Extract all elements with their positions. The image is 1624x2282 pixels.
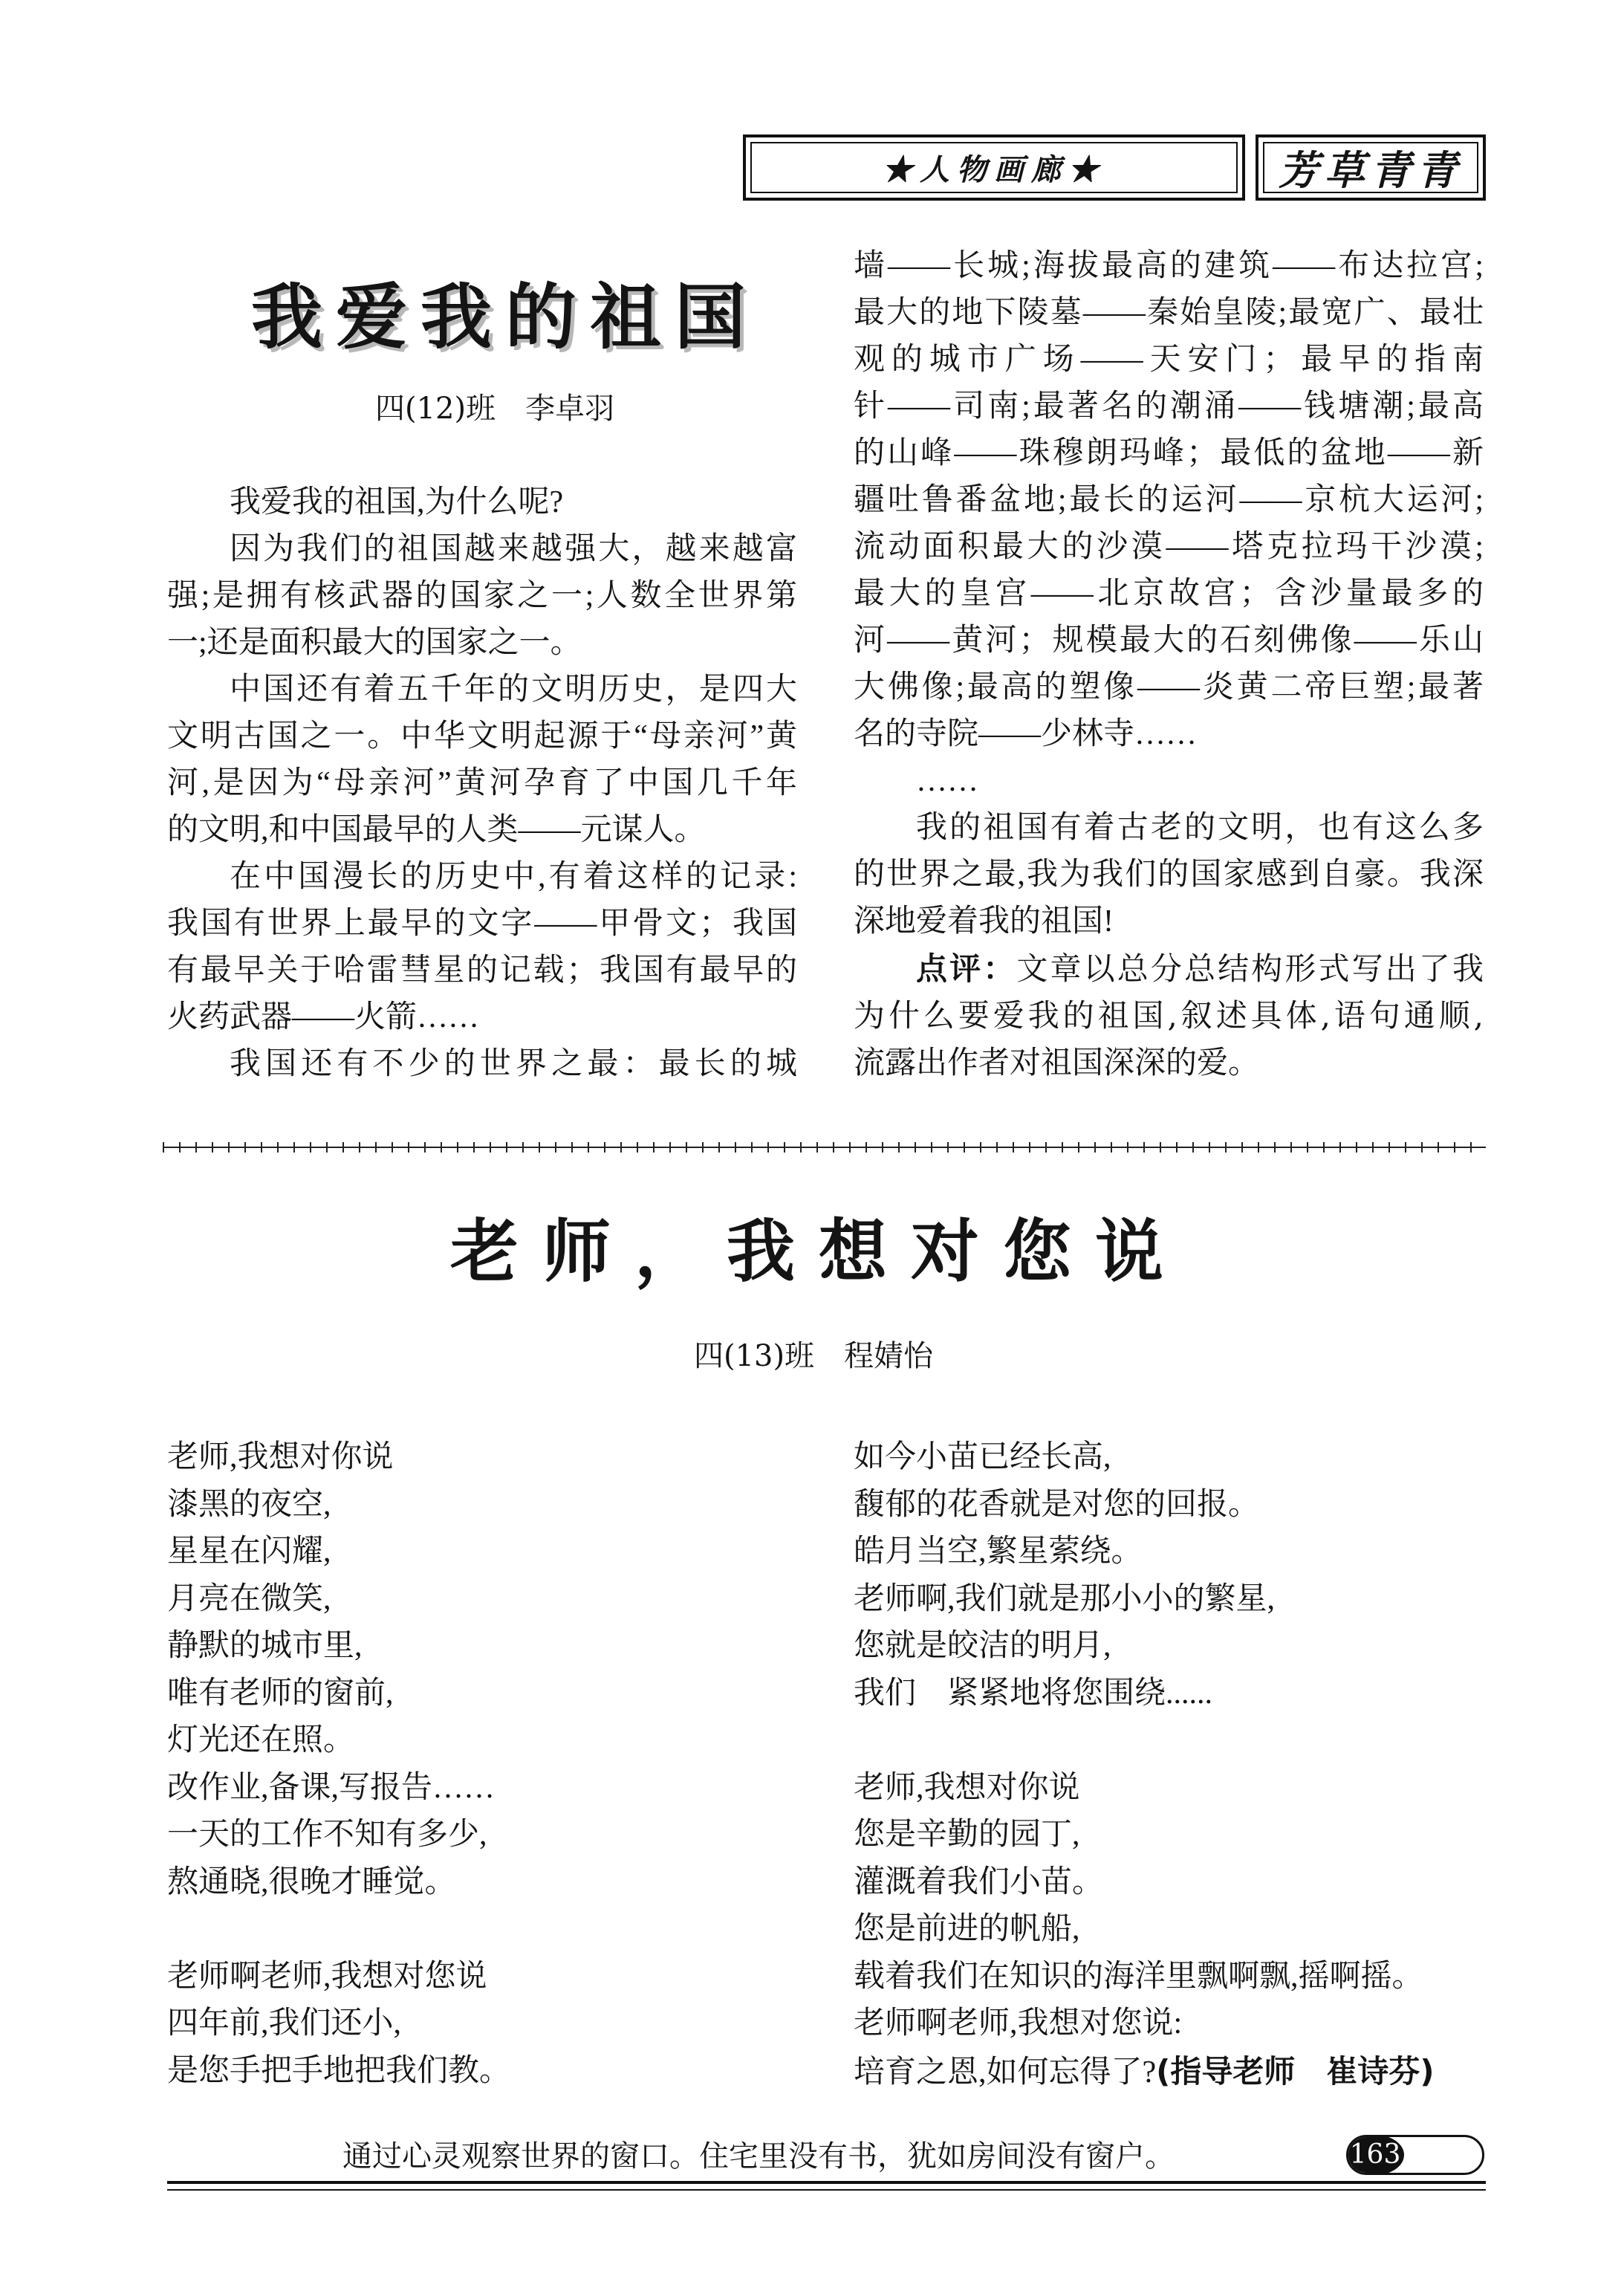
text-line: 我国还有不少的世界之最：最长的城 <box>230 1047 797 1081</box>
section-label-box <box>743 134 1245 201</box>
text-line: 的文明,和中国最早的人类——元谋人。 <box>167 813 706 847</box>
poem-line: 灯光还在照。 <box>167 1723 355 1757</box>
text-line: 流动面积最大的沙漠——塔克拉玛干沙漠; <box>854 530 1484 564</box>
poem-line: 您是辛勤的园丁, <box>854 1818 1080 1852</box>
text-line: 我国有世界上最早的文字——甲骨文；我国 <box>167 907 797 941</box>
text-line: 我爱我的祖国,为什么呢? <box>230 485 564 519</box>
poem-line <box>854 2048 1484 2095</box>
text-line: 中国还有着五千年的文明历史，是四大 <box>230 672 797 707</box>
text-line: 最大的皇宫——北京故宫；含沙量最多的 <box>854 577 1484 611</box>
text-line: 文明古国之一。中华文明起源于“母亲河”黄 <box>167 719 797 753</box>
text-line: 疆吐鲁番盆地;最长的运河——京杭大运河; <box>854 483 1484 517</box>
text-line: 的世界之最,我为我们的国家感到自豪。我深 <box>854 858 1484 892</box>
comment-line: 流露出作者对祖国深深的爱。 <box>854 1044 1260 1080</box>
section-label: ★人物画廊★ <box>883 152 1105 187</box>
comment-line <box>854 945 1484 992</box>
text-line: 最大的地下陵墓——秦始皇陵;最宽广、最壮 <box>854 296 1484 330</box>
text-line: 针——司南;最著名的潮涌——钱塘潮;最高 <box>854 389 1484 424</box>
poem-line: 馥郁的花香就是对您的回报。 <box>854 1487 1260 1522</box>
footer-rule <box>167 2189 1486 2191</box>
poem-line: 熬通晓,很晚才睡觉。 <box>167 1864 456 1899</box>
poem-line: 您是前进的帆船, <box>854 1912 1080 1946</box>
column-label: 芳草青青 <box>1279 146 1463 194</box>
text-line: 大佛像;最高的塑像——炎黄二帝巨塑;最著 <box>854 670 1484 704</box>
text-line: 河,是因为“母亲河”黄河孕育了中国几千年 <box>167 766 797 800</box>
poem-line: 四年前,我们还小, <box>167 2006 402 2040</box>
poem-line: 皓月当空,繁星萦绕。 <box>854 1534 1143 1569</box>
instructor-credit: (指导老师 崔诗芬) <box>1156 2052 1435 2090</box>
stanza-break <box>854 1717 1484 1765</box>
text-line: 的山峰——珠穆朗玛峰；最低的盆地——新 <box>854 436 1484 470</box>
section-divider <box>163 1142 1486 1153</box>
poem-line: 老师啊老师,我想对您说: <box>854 2006 1183 2040</box>
text-line: 我的祖国有着古老的文明，也有这么多 <box>916 811 1484 845</box>
poem-line-text: 培育之恩,如何忘得了? <box>854 2055 1157 2090</box>
page-number-badge <box>1346 2135 1484 2175</box>
poem-line: 老师,我想对你说 <box>167 1440 394 1474</box>
poem-line: 载着我们在知识的海洋里飘啊飘,摇啊摇。 <box>854 1959 1423 1994</box>
text-line: …… <box>916 764 978 798</box>
comment-text: 文章以总分总结构形式写出了我 <box>1016 950 1484 987</box>
poem-line: 我们 紧紧地将您围绕...... <box>854 1676 1213 1711</box>
poem-line: 老师啊老师,我想对您说 <box>167 1959 487 1994</box>
text-line: 河——黄河；规模最大的石刻佛像——乐山 <box>854 623 1484 658</box>
page-number: 163 <box>1346 2135 1404 2175</box>
text-line: 在中国漫长的历史中,有着这样的记录: <box>230 860 797 894</box>
poem-line: 您就是皎洁的明月, <box>854 1629 1111 1663</box>
poem-line: 老师,我想对你说 <box>854 1770 1080 1805</box>
article1-left-column <box>167 479 797 1088</box>
text-line: 墙——长城;海拔最高的建筑——布达拉宫; <box>854 249 1484 283</box>
poem-line: 老师啊,我们就是那小小的繁星, <box>854 1581 1276 1616</box>
poem-line: 如今小苗已经长高, <box>854 1440 1111 1474</box>
poem-line: 月亮在微笑, <box>167 1581 331 1616</box>
text-line: 火药武器——火箭…… <box>167 1000 480 1034</box>
poem-line: 星星在闪耀, <box>167 1534 331 1569</box>
poem-line: 一天的工作不知有多少, <box>167 1818 487 1852</box>
column-label-box <box>1256 134 1486 201</box>
poem-left-column <box>167 1434 797 2095</box>
text-line: 深地爱着我的祖国! <box>854 904 1114 939</box>
text-line: 有最早关于哈雷彗星的记载；我国有最早的 <box>167 953 797 988</box>
poem-line: 静默的城市里, <box>167 1629 363 1663</box>
comment-line: 为什么要爱我的祖国,叙述具体,语句通顺, <box>854 997 1484 1034</box>
text-line: 因为我们的祖国越来越强大，越来越富 <box>230 532 797 566</box>
poem-right-column <box>854 1434 1484 2095</box>
stanza-break <box>167 1906 797 1954</box>
poem-line: 灌溉着我们小苗。 <box>854 1864 1104 1899</box>
text-line: 观的城市广场——天安门；最早的指南 <box>854 343 1484 377</box>
poem-line: 唯有老师的窗前, <box>167 1676 394 1711</box>
poem-line: 漆黑的夜空, <box>167 1487 331 1522</box>
article-title: 我爱我的祖国 <box>251 276 759 359</box>
byline: 四(12)班 李卓羽 <box>375 392 615 426</box>
footer-motto: 通过心灵观察世界的窗口。住宅里没有书，犹如房间没有窗户。 <box>342 2139 1175 2174</box>
poem-line: 是您手把手地把我们教。 <box>167 2053 511 2088</box>
footer-rule <box>167 2181 1486 2184</box>
text-line: 强;是拥有核武器的国家之一;人数全世界第 <box>167 579 797 613</box>
comment-label: 点评： <box>916 950 1017 987</box>
byline: 四(13)班 程婧怡 <box>694 1339 934 1373</box>
article-title: 老师，我想对您说 <box>450 1212 1188 1291</box>
text-line: 名的寺院——少林寺…… <box>854 717 1198 751</box>
poem-line: 改作业,备课,写报告…… <box>167 1770 496 1805</box>
article1-right-column <box>854 243 1484 1086</box>
text-line: 一;还是面积最大的国家之一。 <box>167 626 582 660</box>
